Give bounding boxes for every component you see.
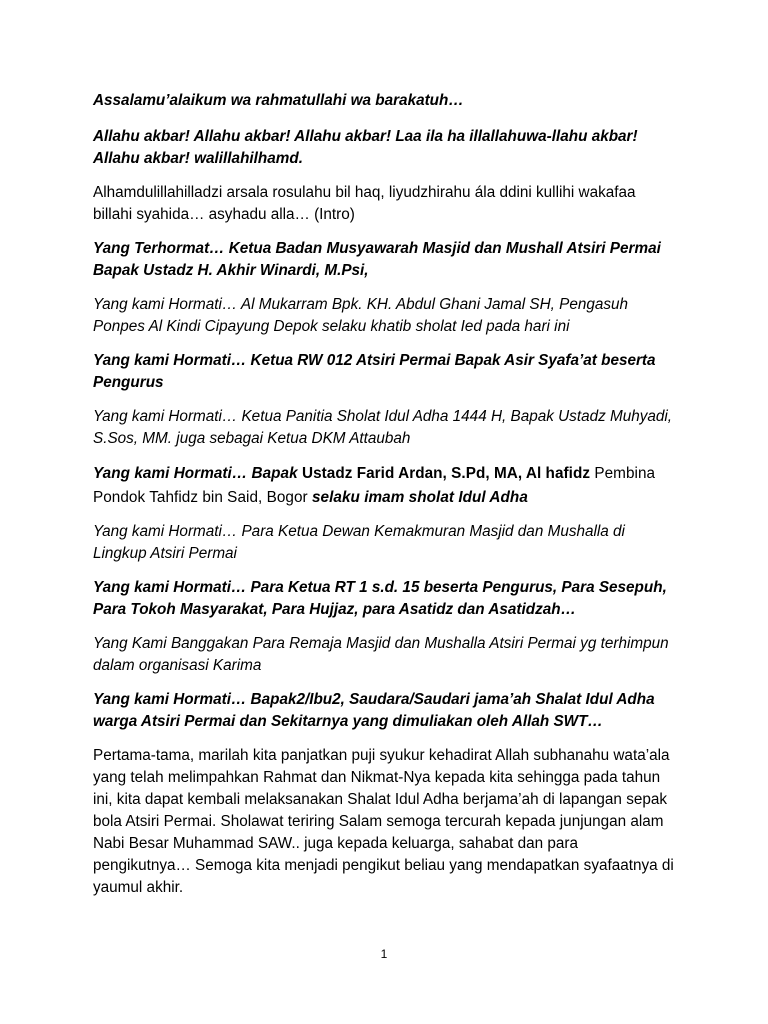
salutation-imam-suffix: selaku imam sholat Idul Adha xyxy=(311,488,528,506)
salutation-imam-role: Pembina Pondok Tahfidz bin Said, Bogor xyxy=(93,465,656,506)
salutation-ketua-panitia: Yang kami Hormati… Ketua Panitia Sholat Idul Adha 1444 H, Bapak Ustadz Muhyadi, S.Sos, MM. juga sebagai Ketua DKM Attaubah xyxy=(93,408,673,447)
greeting: Assalamu’alaikum wa rahmatullahi wa barakatuh… xyxy=(93,92,464,109)
salutation-ketua-dkm: Yang kami Hormati… Para Ketua Dewan Kemakmuran Masjid dan Mushalla di Lingkup Atsiri Permai xyxy=(93,523,625,563)
takbir: Allahu akbar! Allahu akbar! Allahu akbar! Laa ila ha illallahuwa-llahu akbar! Allahu akbar! walillahilhamd. xyxy=(93,128,638,167)
document-page xyxy=(93,90,678,911)
salutation-jamaah: Yang kami Hormati… Bapak2/Ibu2, Saudara/Saudari jama’ah Shalat Idul Adha warga Atsiri Permai dan Sekitarnya yang dimuliakan oleh Allah SWT… xyxy=(93,691,655,731)
salutation-ketua-rw: Yang kami Hormati… Ketua RW 012 Atsiri Permai Bapak Asir Syafa’at beserta Pengurus xyxy=(93,352,656,391)
opening-praise: Alhamdulillahilladzi arsala rosulahu bil haq, liyudzhirahu ála ddini kullihi wakafaa billahi syahida… asyhadu alla… (Intro) xyxy=(93,184,636,223)
body-paragraph: Pertama-tama, marilah kita panjatkan puji syukur kehadirat Allah subhanahu wata’ala yang telah melimpahkan Rahmat dan Nikmat-Nya kepada kita sehingga pada tahun ini, kita dapat kembali melaksanakan Shalat Idul Adha berjama’ah di lapangan sepak bola Atsiri Permai. Sholawat teriring Salam semoga tercurah kepada junjungan alam Nabi Besar Muhammad SAW.. juga kepada keluarga, sahabat dan para pengikutnya… Semoga kita menjadi pengikut beliau yang mendapatkan syafaatnya di yaumul akhir. xyxy=(93,747,674,897)
salutation-ketua-badan: Yang Terhormat… Ketua Badan Musyawarah Masjid dan Mushall Atsiri Permai Bapak Ustadz H. Akhir Winardi, M.Psi, xyxy=(93,240,661,279)
salutation-remaja-masjid: Yang Kami Banggakan Para Remaja Masjid dan Mushalla Atsiri Permai yg terhimpun dalam organisasi Karima xyxy=(93,635,669,675)
salutation-imam-name: Ustadz Farid Ardan, S.Pd, MA, Al hafidz xyxy=(301,465,591,482)
salutation-khatib: Yang kami Hormati… Al Mukarram Bpk. KH. Abdul Ghani Jamal SH, Pengasuh Ponpes Al Kindi Cipayung Depok selaku khatib sholat Ied pada hari ini xyxy=(93,296,629,335)
salutation-imam xyxy=(93,462,678,509)
page-number: 1 xyxy=(380,947,388,961)
salutation-imam-prefix: Yang kami Hormati… Bapak xyxy=(93,465,298,482)
salutation-ketua-rt: Yang kami Hormati… Para Ketua RT 1 s.d. 15 beserta Pengurus, Para Sesepuh, Para Tokoh Masyarakat, Para Hujjaz, para Asatidz dan Asatidzah… xyxy=(93,579,667,619)
